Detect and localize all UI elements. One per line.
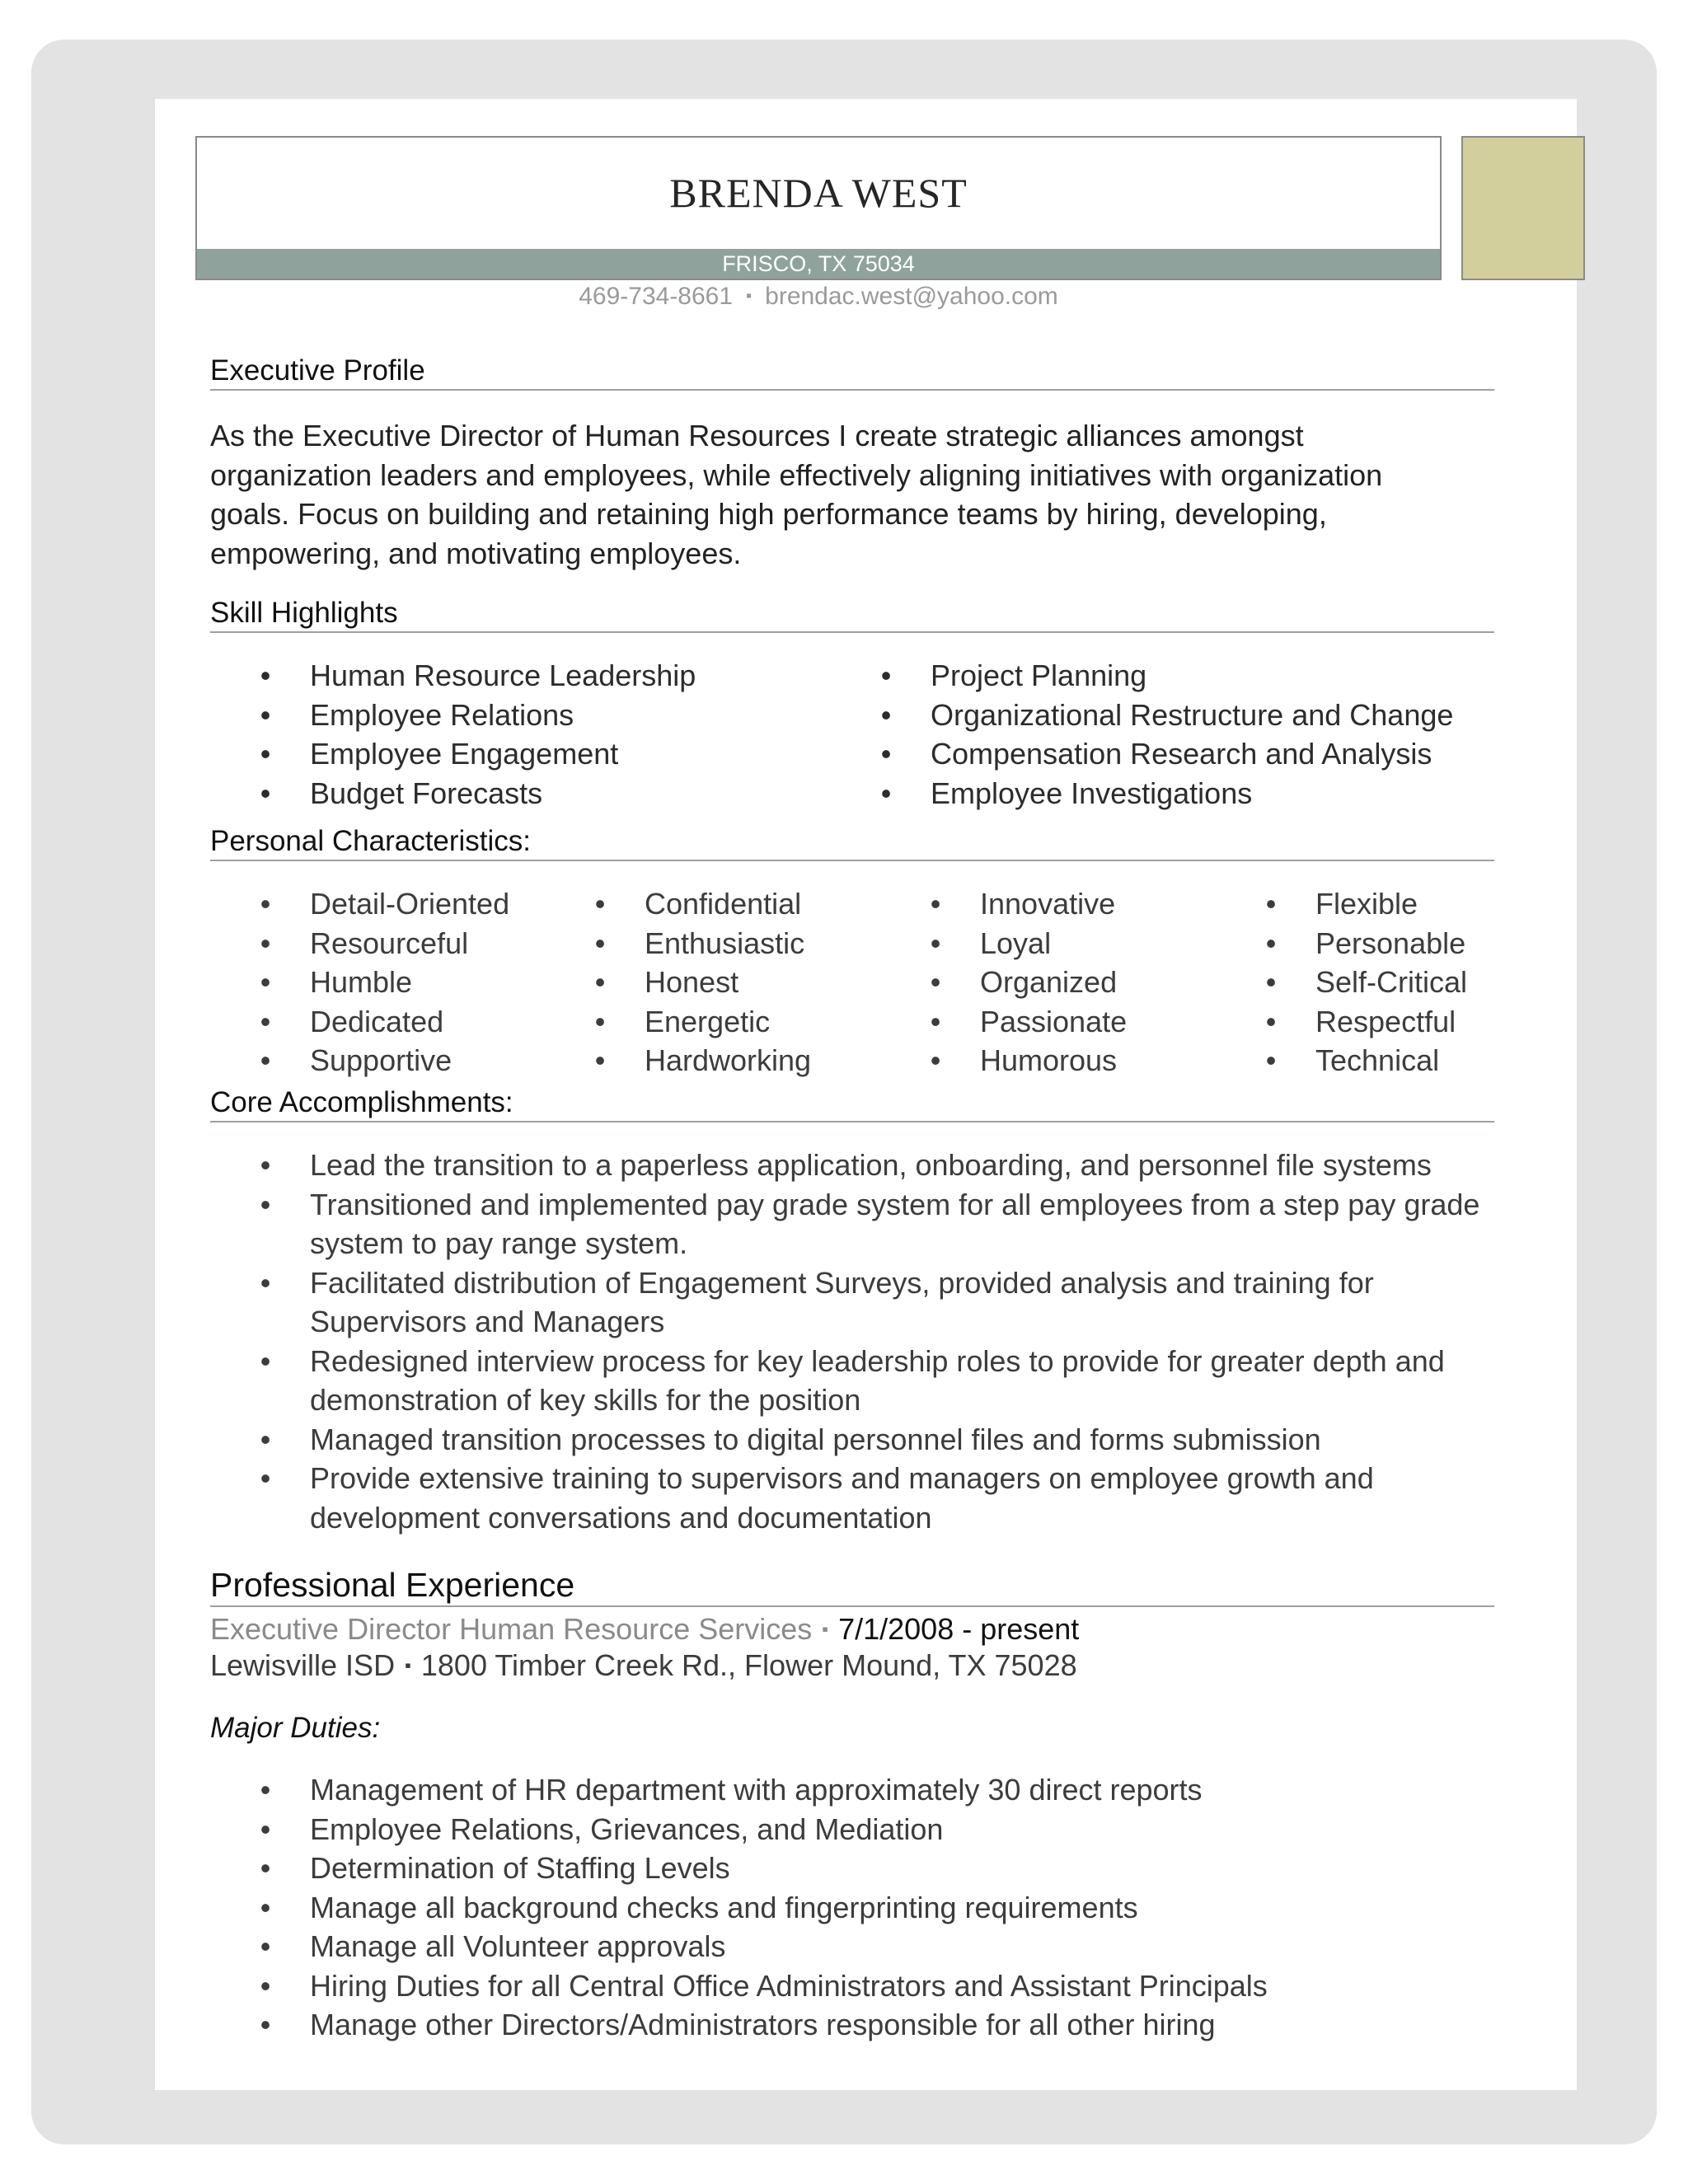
list-item: • Honest xyxy=(645,963,811,1002)
list-item: • Dedicated xyxy=(310,1002,509,1042)
job-title-line xyxy=(210,1612,1079,1647)
bullet-icon: • xyxy=(594,1043,606,1077)
list-item: • Supportive xyxy=(310,1041,509,1080)
characteristics-col-3 xyxy=(930,884,1128,1080)
list-item: • Compensation Research and Analysis xyxy=(931,734,1453,774)
bullet-icon: • xyxy=(260,776,271,810)
bullet-icon: • xyxy=(930,887,941,921)
address-bar: FRISCO, TX 75034 xyxy=(197,249,1440,279)
list-item: • Manage all Volunteer approvals xyxy=(310,1927,1268,1966)
separator-icon: ▪ xyxy=(405,1655,411,1675)
bullet-icon: • xyxy=(260,1148,271,1182)
bullet-icon: • xyxy=(880,737,892,771)
list-item: • Detail-Oriented xyxy=(310,884,509,924)
bullet-icon: • xyxy=(260,658,271,692)
list-item: • Passionate xyxy=(980,1002,1127,1042)
bullet-icon: • xyxy=(260,1187,271,1221)
profile-line: empowering, and motivating employees. xyxy=(210,536,742,570)
list-item: • Hardworking xyxy=(645,1041,811,1080)
list-item: • Transitioned and implemented pay grade system for all employees from a step pay grade system to pay range system. xyxy=(310,1185,1530,1263)
bullet-icon: • xyxy=(594,1004,606,1038)
list-item: • Manage other Directors/Administrators responsible for all other hiring xyxy=(310,2005,1268,2045)
list-item: • Budget Forecasts xyxy=(310,774,696,813)
list-item: • Provide extensive training to supervisors and managers on employee growth and development conversations and documentation xyxy=(310,1459,1530,1537)
list-item: • Organizational Restructure and Change xyxy=(931,696,1453,735)
list-item: • Hiring Duties for all Central Office Administrators and Assistant Principals xyxy=(310,1966,1268,2006)
bullet-icon: • xyxy=(260,1004,271,1038)
decorative-swatch xyxy=(1461,136,1585,280)
list-item: • Resourceful xyxy=(310,924,509,963)
list-item: • Lead the transition to a paperless application, onboarding, and personnel file systems xyxy=(310,1146,1530,1185)
bullet-icon: • xyxy=(260,1851,271,1885)
bullet-icon: • xyxy=(260,926,271,960)
characteristics-col-4 xyxy=(1265,884,1468,1080)
section-title-accomplishments: Core Accomplishments: xyxy=(210,1085,1494,1122)
profile-paragraph xyxy=(210,416,1512,573)
phone-number: 469-734-8661 xyxy=(579,283,734,310)
list-item: • Flexible xyxy=(1315,884,1467,924)
list-item: • Innovative xyxy=(980,884,1127,924)
list-item: • Personable xyxy=(1315,924,1467,963)
separator-icon: ▪ xyxy=(822,1619,829,1639)
separator-icon: ▪ xyxy=(746,287,753,305)
bullet-icon: • xyxy=(260,697,271,732)
bullet-icon: • xyxy=(260,1890,271,1924)
contact-line xyxy=(195,283,1442,311)
bullet-icon: • xyxy=(594,926,606,960)
employer-name: Lewisville ISD xyxy=(210,1648,396,1682)
bullet-icon: • xyxy=(260,1043,271,1077)
bullet-icon: • xyxy=(880,776,892,810)
list-item: • Human Resource Leadership xyxy=(310,656,696,696)
list-item: • Facilitated distribution of Engagement Surveys, provided analysis and training for Supervisors and Managers xyxy=(310,1263,1530,1342)
employer-address: 1800 Timber Creek Rd., Flower Mound, TX 75028 xyxy=(420,1648,1077,1682)
name-header-box xyxy=(195,136,1442,280)
list-item: • Humble xyxy=(310,963,509,1002)
list-item: • Loyal xyxy=(980,924,1127,963)
duties-heading: Major Duties: xyxy=(210,1712,381,1744)
bullet-icon: • xyxy=(930,965,941,999)
bullet-icon: • xyxy=(1265,887,1277,921)
list-item: • Manage all background checks and fingerprinting requirements xyxy=(310,1888,1268,1928)
bullet-icon: • xyxy=(260,1343,271,1378)
bullet-icon: • xyxy=(594,965,606,999)
list-item: • Humorous xyxy=(980,1041,1127,1080)
candidate-name: BRENDA WEST xyxy=(669,170,968,216)
bullet-icon: • xyxy=(260,1461,271,1495)
bullet-icon: • xyxy=(1265,926,1277,960)
list-item: • Technical xyxy=(1315,1041,1467,1080)
bullet-icon: • xyxy=(1265,1004,1277,1038)
list-item: • Employee Relations xyxy=(310,696,696,735)
section-title-characteristics: Personal Characteristics: xyxy=(210,823,1494,861)
accomplishments-list xyxy=(260,1146,1530,1537)
section-title-skills: Skill Highlights xyxy=(210,595,1494,633)
bullet-icon: • xyxy=(260,1773,271,1807)
list-item: • Project Planning xyxy=(931,656,1453,696)
section-title-profile: Executive Profile xyxy=(210,353,1494,391)
bullet-icon: • xyxy=(1265,1043,1277,1077)
bullet-icon: • xyxy=(880,697,892,732)
email-address[interactable]: brendac.west@yahoo.com xyxy=(765,283,1058,310)
profile-line: organization leaders and employees, while effectively aligning initiatives with organization xyxy=(210,457,1383,492)
list-item: • Employee Investigations xyxy=(931,774,1453,813)
employer-line xyxy=(210,1648,1077,1683)
list-item: • Enthusiastic xyxy=(645,924,811,963)
bullet-icon: • xyxy=(930,1043,941,1077)
profile-line: goals. Focus on building and retaining high performance teams by hiring, developing, xyxy=(210,497,1327,531)
bullet-icon: • xyxy=(260,737,271,771)
skills-list-right xyxy=(880,656,1454,813)
list-item: • Confidential xyxy=(645,884,811,924)
bullet-icon: • xyxy=(260,1811,271,1846)
characteristics-col-2 xyxy=(594,884,812,1080)
bullet-icon: • xyxy=(930,1004,941,1038)
list-item: • Redesigned interview process for key leadership roles to provide for greater depth and demonstration of key skills for the position xyxy=(310,1342,1530,1420)
list-item: • Employee Relations, Grievances, and Mediation xyxy=(310,1810,1268,1849)
list-item: • Self-Critical xyxy=(1315,963,1467,1002)
duties-list xyxy=(260,1770,1268,2045)
list-item: • Determination of Staffing Levels xyxy=(310,1849,1268,1888)
job-title: Executive Director Human Resource Services xyxy=(210,1612,813,1646)
bullet-icon: • xyxy=(260,965,271,999)
bullet-icon: • xyxy=(260,887,271,921)
section-title-experience: Professional Experience xyxy=(210,1564,1494,1607)
bullet-icon: • xyxy=(260,2008,271,2041)
list-item: • Respectful xyxy=(1315,1002,1467,1042)
list-item: • Employee Engagement xyxy=(310,734,696,774)
skills-list-left xyxy=(260,656,696,813)
bullet-icon: • xyxy=(880,658,892,692)
characteristics-col-1 xyxy=(260,884,510,1080)
bullet-icon: • xyxy=(930,926,941,960)
bullet-icon: • xyxy=(1265,965,1277,999)
bullet-icon: • xyxy=(260,1422,271,1456)
list-item: • Energetic xyxy=(645,1002,811,1042)
bullet-icon: • xyxy=(260,1968,271,2003)
profile-line: As the Executive Director of Human Resources I create strategic alliances amongst xyxy=(210,419,1304,452)
list-item: • Organized xyxy=(980,963,1127,1002)
list-item: • Managed transition processes to digital personnel files and forms submission xyxy=(310,1420,1530,1460)
bullet-icon: • xyxy=(260,1265,271,1300)
bullet-icon: • xyxy=(260,1929,271,1963)
bullet-icon: • xyxy=(594,887,606,921)
list-item: • Management of HR department with approximately 30 direct reports xyxy=(310,1770,1268,1810)
job-dates: 7/1/2008 - present xyxy=(838,1612,1080,1646)
